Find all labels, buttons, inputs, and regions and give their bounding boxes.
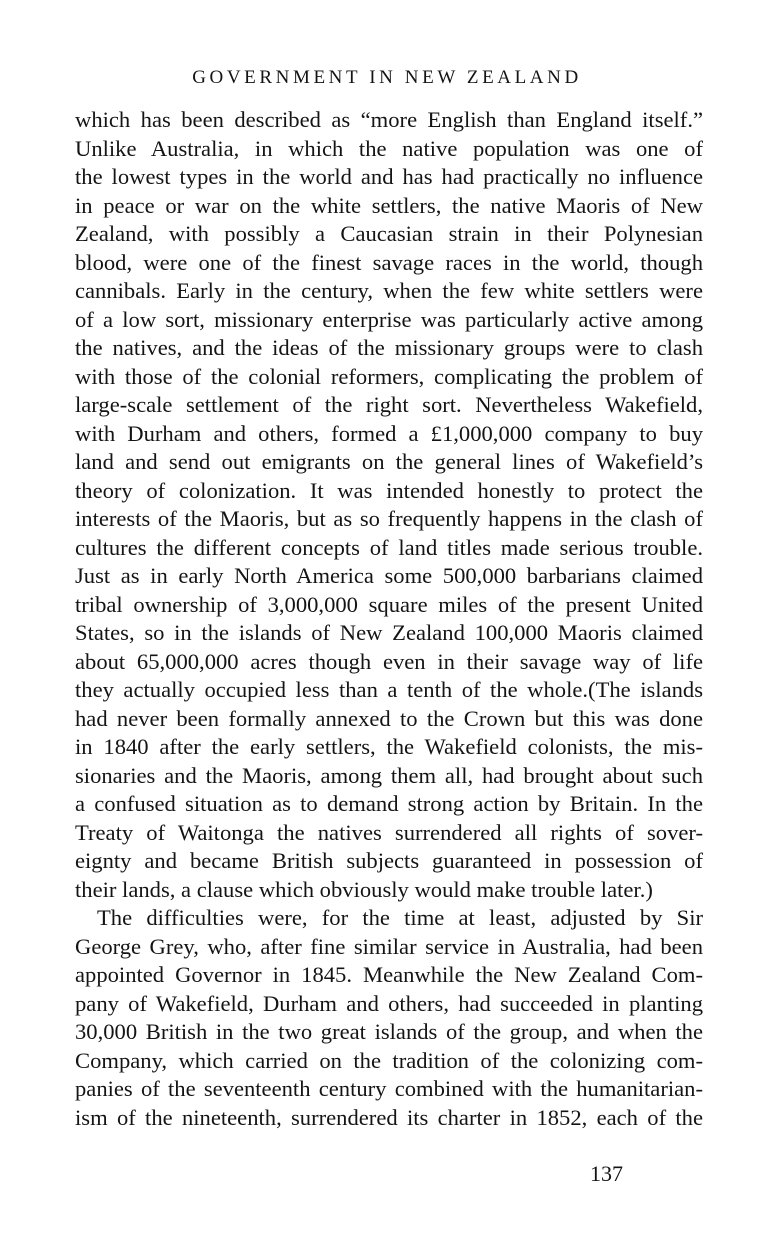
text-line: Treaty of Waitonga the natives surrendered all rights of sover-	[75, 819, 703, 845]
text-line: ism of the nineteenth, surrendered its charter in 1852, each of the	[75, 1104, 703, 1130]
text-line: pany of Wakefield, Durham and others, had succeeded in planting	[75, 990, 703, 1016]
text-line: cannibals. Early in the century, when the few white settlers were	[75, 278, 703, 303]
text-line: in peace or war on the white settlers, the native Maoris of New	[75, 192, 703, 218]
body-text	[75, 106, 703, 1132]
text-line: Company, which carried on the tradition of the colonizing com-	[75, 1047, 703, 1073]
text-line: blood, were one of the finest savage races in the world, though	[75, 249, 703, 275]
text-line: large-scale settlement of the right sort. Nevertheless Wakefield,	[75, 392, 703, 417]
running-header: GOVERNMENT IN NEW ZEALAND	[192, 67, 582, 88]
text-line: appointed Governor in 1845. Meanwhile the New Zealand Com-	[75, 962, 703, 987]
text-line: in 1840 after the early settlers, the Wakefield colonists, the mis-	[75, 734, 703, 759]
text-line: tribal ownership of 3,000,000 square miles of the present United	[75, 591, 703, 617]
text-line: interests of the Maoris, but as so frequently happens in the clash of	[75, 506, 703, 531]
text-line: about 65,000,000 acres though even in their savage way of life	[75, 648, 703, 674]
text-line: 30,000 British in the two great islands of the group, and when the	[75, 1019, 703, 1044]
text-line: eignty and became British subjects guaranteed in possession of	[75, 848, 703, 873]
text-line: Just as in early North America some 500,000 barbarians claimed	[75, 563, 703, 588]
text-line: Unlike Australia, in which the native population was one of	[75, 135, 703, 161]
text-line: they actually occupied less than a tenth of the whole.(The islands	[75, 677, 703, 702]
text-line: of a low sort, missionary enterprise was particularly active among	[75, 306, 703, 332]
text-line: which has been described as “more English than England itself.”	[75, 107, 703, 132]
text-line: the lowest types in the world and has had practically no influence	[75, 164, 703, 189]
text-line: land and send out emigrants on the general lines of Wakefield’s	[75, 449, 703, 474]
text-line: their lands, a clause which obviously would make trouble later.)	[75, 876, 653, 902]
text-line: with Durham and others, formed a £1,000,000 company to buy	[75, 420, 703, 446]
text-line: had never been formally annexed to the Crown but this was done	[75, 705, 703, 731]
text-line: sionaries and the Maoris, among them all, had brought about such	[75, 762, 703, 788]
text-line: States, so in the islands of New Zealand 100,000 Maoris claimed	[75, 620, 703, 645]
text-line: cultures the different concepts of land titles made serious trouble.	[75, 534, 703, 560]
paragraph-first-line: The difficulties were, for the time at least, adjusted by Sir	[97, 905, 703, 930]
text-line: theory of colonization. It was intended honestly to protect the	[75, 477, 703, 503]
text-line: with those of the colonial reformers, complicating the problem of	[75, 363, 703, 389]
text-line: panies of the seventeenth century combined with the humanitarian-	[75, 1076, 703, 1101]
text-line: a confused situation as to demand strong action by Britain. In the	[75, 791, 703, 816]
text-line: George Grey, who, after fine similar service in Australia, had been	[75, 933, 703, 959]
text-line: Zealand, with possibly a Caucasian strain in their Polynesian	[75, 221, 703, 246]
text-line: the natives, and the ideas of the missionary groups were to clash	[75, 335, 703, 360]
page-number: 137	[590, 1161, 623, 1186]
